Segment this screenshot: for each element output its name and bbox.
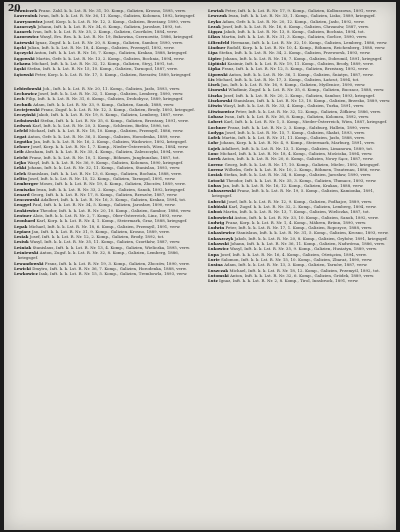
entry-details: Franz, Inft. k. k. Lst. R. Nr. 19, 5. Komp., Galizien, Kamionka, 1891, kriegsgef.: [212, 188, 375, 199]
entry-surname: Lipka: [208, 66, 221, 72]
entry-surname: Lofek: [208, 135, 221, 141]
entry-surname: Łażewski: [14, 39, 35, 45]
entry-details: Stanislaus, Inft. k. k. Lst. R. Nr. 31, 5. Komp., Galizien, Krosno, 1893, verw.: [236, 230, 389, 236]
list-entry: [208, 278, 394, 283]
entry-details: Michael, Inft. k. k. Lst. R. Nr. 18, 10. Komp., Galizien, Przemyśl, 1886, verw.: [29, 128, 184, 134]
entry-details: Adam, Inft. k. k. Lst. R. Nr. 33, 9. Komp., Galizien, Sanok, 1888, verw.: [33, 101, 175, 107]
entry-surname: Lutz: [208, 278, 218, 284]
entry-surname: Łazarczyk: [14, 23, 37, 29]
page-number: 20: [8, 4, 21, 14]
entry-surname: Lisowski: [208, 87, 228, 93]
entry-surname: Łęgowski: [14, 55, 35, 61]
entry-details: Jakob, Inft. k. k. Lst. R. Nr. 19, 8. Komp., Galizien, Lemberg, 1887, verw.: [37, 112, 184, 118]
entry-details: Peter, Inft. k. k. Lst. R. Nr. 17, 9. Komp., Galizien, Kolbuszowa, 1891, verw.: [225, 8, 377, 13]
entry-surname: Lechnik: [14, 101, 32, 107]
entry-details: Stefan, Inft. k. k. Lst. R. Nr. 34, 2. Komp., Galizien, Przeworsk, 1893, verw.: [218, 50, 371, 56]
entry-surname: Lenard: [14, 191, 30, 197]
entry-surname: Ludwin: [208, 225, 225, 231]
entry-surname: Lohr: [208, 140, 219, 146]
entry-surname: Lupa: [208, 251, 220, 257]
entry-details: Josef, Inft. k. k. Lst. R. Nr. 15, 7. Komp., Galizien, Skałat, 1893, verw.: [225, 129, 366, 135]
entry-surname: Lodyga: [208, 129, 224, 135]
entry-details: Moses, Inft. k. k. Lst. R. Nr. 19, 4. Komp., Galizien, Złoczów, 1889, verw.: [39, 181, 186, 187]
entry-surname: Lindner: [208, 45, 226, 51]
entry-details: Johann, Inft. k. k. Lst. R. Nr. 32, 11. Komp., Galizien, Stanislau, 1893, verw.: [27, 165, 181, 171]
entry-surname: Łazorowicz: [14, 34, 39, 40]
entry-details: Stefan, Inft. k. k. Lst. R. Nr. 35, 6. Komp., Galizien, Brzeżany, 1891, verw.: [40, 117, 189, 123]
entry-surname: Lukaszczyk: [208, 235, 234, 241]
entry-details: Abraham, Inft. k. k. Lst. R. Nr. 35, 4. Komp., Galizien, Zaleszczyki, 1894, verw.: [24, 149, 184, 155]
entry-details: Franz, Korp. k. k. Lst. R. Nr. 1, 4. Komp., Mähren, Brünn, 1890, verw.: [225, 219, 367, 225]
entry-surname: Ławreniuk: [14, 13, 38, 19]
entry-surname: Lewtak: [208, 8, 224, 13]
entry-surname: Leicht: [14, 154, 28, 160]
entry-details: Ignaz, Zugsf. k. k. Lst. R. Nr. 20, 8. Komp., Galizien, Sambor, 1890, verw.: [35, 39, 184, 45]
entry-details: Stanislaus, Inft. k. k. Lst. R. Nr. 13, 6. Komp., Galizien, Bochnia, 1888, verw.: [27, 170, 182, 176]
entry-surname: Leciejewski: [14, 107, 40, 113]
entry-details: Adalbert, Inft. k. k. Lst. R. Nr. 13, 1. Komp., Galizien, Limanowa, 1889, tot.: [221, 145, 374, 151]
entry-details: Josef, Inft. k. k. Lst. R. Nr. 15, 12. Komp., Galizien, Tarnopol, 1891, verw.: [28, 175, 176, 181]
entry-details: Isak, Inft. k. k. Lst. R. Nr. 15, 5. Komp., Galizien, Trembowla, 1893, verw.: [39, 271, 188, 277]
entry-details: Ignaz, Inft. k. k. Lst. R. Nr. 2, 8. Komp., Tirol, Innsbruck, 1891, verw.: [219, 278, 359, 284]
entry-details: Michael, Inft. k. k. Lst. R. Nr. 18, 12. Komp., Galizien, Przemyśl, 1892, tot.: [229, 267, 381, 273]
entry-surname: Lewczuk: [208, 13, 228, 19]
entry-details: Stanislaus, Inft. k. k. Lst. R. Nr. 13, 10. Komp., Galizien, Brzesko, 1889, verw.: [233, 98, 391, 104]
entry-details: Georg, Inft. k. k. Lst. R. Nr. 17, 10. Komp., Galizien, Mielec, 1892, kriegsgef.: [224, 161, 380, 167]
entry-details: Anton, Inft. k. k. Lst. R. Nr. 36, 1. Komp., Galizien, Śniatyn, 1887, verw.: [228, 71, 374, 77]
entry-surname: Lelek: [14, 170, 27, 176]
entry-details: Wasyl, Inft. k. k. Lst. R. Nr. 36, 9. Komp., Galizien, Kolomea, 1890, kriegsgef.: [27, 160, 184, 166]
entry-details: Hermann, Inft. k. k. Lst. R. Nr. 32, 10. Komp., Galizien, Lemberg, 1886, verw.: [230, 39, 388, 45]
entry-surname: Lotocki: [208, 177, 225, 183]
entry-surname: Ligęza: [208, 29, 223, 35]
entry-details: Adam, Gefr. k. k. Lst. R. Nr. 20, 12. Komp., Galizien, Jasło, 1892, verw.: [222, 18, 365, 24]
entry-surname: Lenczowski: [14, 197, 40, 203]
entry-details: Stefan, Inft. k. k. Lst. R. Nr. 15, 10. Komp., Galizien, Tarnopol, 1887, verw.: [27, 66, 178, 72]
entry-surname: Lobasz: [208, 113, 224, 119]
entry-details: Michael, Inft. k. k. Lst. R. Nr. 32, 12. Komp., Galizien, Stryj, 1891, tot.: [31, 60, 174, 66]
entry-details: Jan, Inft. k. k. Lst. R. Nr. 31, 9. Komp., Galizien, Krosno, 1889, verw.: [31, 228, 170, 234]
entry-details: Josef, Inft. k. k. Lst. R. Nr. 16, 4. Komp., Galizien, Oświęcim, 1894, verw.: [220, 251, 367, 257]
entry-surname: Leśniewski: [14, 250, 39, 256]
entry-surname: Lipiński: [208, 60, 227, 66]
entry-surname: Lewandowski: [14, 260, 44, 266]
entry-details: Josef, Korp. k. k. Lst. R. Nr. 1, 7. Komp., Nieder-Österreich, Wien, 1884, verw.: [31, 144, 189, 150]
entry-details: Jakob, Inft. k. k. Lst. R. Nr. 20, 8. Komp., Galizien, Grybów, 1891, kriegsgef.: [234, 235, 388, 241]
entry-details: Johann, Korp. k. k. Lst. R. Nr. 4, 9. Komp., Steiermark, Marburg, 1891, verw.: [219, 140, 376, 146]
entry-details: Josef, Korp. k. k. Lst. R. Nr. 12, 3. Komp., Galizien, Brzeżany, 1890, verw.: [43, 18, 192, 24]
entry-details: Jakob, Inft. k. k. Lst. R. Nr. 13, 8. Komp., Galizien, Bochnia, 1894, tot.: [223, 29, 365, 35]
list-entry: [14, 271, 200, 276]
entry-surname: Leśniak: [14, 244, 32, 250]
entry-details: Michael, Inft. k. k. Lst. R. Nr. 17, 3. Komp., Galizien, Łańcut, 1894, tot.: [215, 76, 360, 82]
entry-details: Alois, Inft. k. k. Lst. R. Nr. 2, 7. Komp., Ober-Österreich, Linz, 1893, verw.: [32, 212, 183, 218]
entry-surname: Lemberger: [14, 181, 39, 187]
entry-surname: Lukawski: [208, 241, 229, 247]
entry-details: Adam, Inft. k. k. Lst. R. Nr. 13, 3. Komp., Galizien, Tarnów, 1887, verw.: [224, 262, 368, 268]
entry-surname: Lekki: [14, 165, 27, 171]
entry-surname: Litwin: [208, 103, 222, 109]
entry-surname: Lemiszko: [14, 186, 35, 192]
entry-details: Josef, Inft. k. k. Lst. R. Nr. 32, 1. Komp., Galizien, Lemberg, 1890, verw.: [38, 91, 184, 97]
entry-surname: Ledniowski: [14, 117, 40, 123]
entry-surname: Lepiarz: [14, 228, 31, 234]
entry-details: Theodor, Inft. k. k. Lst. R. Nr. 35, 3. Komp., Galizien, Tłumacz, 1893, verw.: [225, 177, 377, 183]
entry-details: Franz, Inft. k. k. Lst. R. Nr. 12, 5. Komp., Galizien, Brzeżany, 1892, verw.: [221, 66, 369, 72]
entry-surname: Legutko: [14, 138, 33, 144]
entry-surname: Lesiak: [14, 234, 29, 240]
entry-details: Dmytro, Inft. k. k. Lst. R. Nr. 36, 7. Komp., Galizien, Horodenka, 1888, verw.: [32, 265, 188, 271]
entry-surname: Lukowicz: [208, 246, 229, 252]
entry-details: Peter, Inft. k. k. Lst. R. Nr. 32, 12. Komp., Galizien, Żółkiew, 1886, verw.: [235, 108, 382, 114]
entry-details: Ivan, Inft. k. k. Lst. R. Nr. 35, 2. Komp., Galizien, Czortków, 1884, verw.: [32, 29, 178, 35]
entry-surname: Lonc: [208, 151, 219, 157]
entry-surname: Lesiuk: [14, 239, 29, 245]
entry-details: Josef, Inft. k. k. Lst. R. Nr. 16, 6. Komp., Galizien, Chrzanów, 1887, verw.: [222, 23, 370, 29]
entry-details: Karl, Inft. k. k. Lst. R. Nr. 20, 3. Komp., Schlesien, Bielitz, 1896, tot.: [32, 122, 171, 128]
entry-details: Michael, Inft. k. k. Lst. R. Nr. 18, 6. Komp., Galizien, Przemyśl, 1891, verw.: [28, 223, 181, 229]
entry-details: Jan, Inft. k. k. Lst. R. Nr. 16, 9. Komp., Galizien, Myślenice, 1890, verw.: [221, 82, 366, 88]
entry-surname: Łekawa: [14, 60, 31, 66]
entry-surname: Lorenc: [208, 161, 224, 167]
left-column: [14, 8, 200, 277]
entry-surname: Lechowicz: [14, 91, 37, 97]
entry-surname: Losiak: [208, 172, 223, 178]
entry-details: Joh., Inft. k. k. Lst. R. Nr. 20, 11. Komp., Galizien, Jasło, 1893, verw.: [42, 85, 181, 91]
entry-surname: Luboń: [208, 209, 222, 215]
entry-surname: Łazarek: [14, 29, 32, 35]
entry-details: Filip, Inft. k. k. Lst. R. Nr. 31, 6. Komp., Galizien, Drohobycz, 1889, kriegsgef.: [25, 96, 184, 102]
entry-surname: Lusina: [208, 262, 223, 268]
entry-details: Karl, Korp. k. k. Lst. R. Nr. 4, 1. Komp., Steiermark, Graz, 1888, kriegsgef.: [36, 218, 188, 224]
list-entry: [14, 72, 200, 77]
entry-surname: Lech: [14, 96, 25, 102]
entry-details: Franz, Inft. k. k. Lst. R. Nr. 19, 3. Komp., Galizien, Złoczów, 1890, verw.: [44, 260, 190, 266]
entry-surname: Lengyel: [14, 202, 32, 208]
entry-surname: Luszczak: [208, 267, 229, 273]
entry-details: Josef, Inft. k. k. Lst. R. Nr. 12, 2. Komp., Galizien, Brody, 1892, tot.: [29, 234, 165, 240]
entry-surname: Lehner: [14, 144, 30, 150]
entry-surname: Lochner: [208, 124, 227, 130]
entry-details: Iwan, Inft. k. k. Lst. R. Nr. 36, 11. Komp., Galizien, Kolomea, 1892, kriegsgef.: [38, 13, 196, 19]
entry-surname: Lojek: [208, 145, 221, 151]
entry-surname: Lubiński: [208, 203, 228, 209]
entry-surname: Lipa: [208, 50, 218, 56]
entry-surname: Ledwoń: [14, 122, 32, 128]
entry-details: Jan, Inft. k. k. Lst. R. Nr. 16, 12. Komp., Galizien, Krakau, 1888, verw.: [222, 182, 364, 188]
entry-surname: Lisek: [208, 82, 220, 88]
entry-details: Martin, Gefr. k. k. Lst. R. Nr. 13, 2. Komp., Galizien, Bochnia, 1894, verw.: [35, 55, 185, 61]
entry-surname: Lobert: [208, 119, 223, 125]
entry-details: Kasimir, Inft. k. k. Lst. R. Nr. 19, 11. Komp., Galizien, Brody, 1889, verw.: [227, 60, 374, 66]
entry-surname: Liszkowski: [208, 98, 233, 104]
entry-surname: Liszka: [208, 92, 223, 98]
entry-details: Anton, Zugsf. k. k. Lst. R. Nr. 32, 8. Komp., Galizien, Lemberg, 1886, kriegsgef.: [18, 250, 180, 261]
entry-details: Wasyl, Inft. k. k. Lst. R. Nr. 35, 9. Komp., Galizien, Husiatyn, 1889, verw.: [229, 246, 378, 252]
entry-surname: Lorenz: [208, 166, 224, 172]
entry-details: Johann, Inft. k. k. Lst. R. Nr. 36, 11. Komp., Galizien, Nadwórna, 1886, verw.: [230, 241, 386, 247]
right-column: [208, 8, 394, 283]
entry-surname: Łęczycki: [14, 50, 34, 56]
entry-surname: Lutomski: [208, 272, 229, 278]
entry-surname: Lis: [208, 76, 215, 82]
entry-details: Wladimir, Zugsf. k. k. Lst. R. Nr. 35, 6. Komp., Galizien, Buczacz, 1888, verw.: [228, 87, 385, 93]
entry-details: Julian, Inft. k. k. Lst. R. Nr. 18, 4. Komp., Galizien, Przemyśl, 1892, verw.: [27, 45, 175, 51]
entry-details: Iwan, Inft. k. k. Lst. R. Nr. 33, 2. Komp., Galizien, Sanok, 1892, kriegsgef.: [36, 186, 186, 192]
entry-surname: Łętowski: [14, 71, 34, 77]
entry-details: Franz, Inft. k. k. Lst. R. Nr. 2, 3. Komp., Salzburg, Hallein, 1890, verw.: [227, 124, 371, 130]
entry-details: Anton, Inft. k. k. Lst. R. Nr. 16, 7. Komp., Galizien, Krakau, 1888, kriegsgef.: [34, 50, 188, 56]
entry-details: Franz, Zugsf. k. k. Lst. R. Nr. 12, 3. Komp., Galizien, Brody, 1893, kriegsgef.: [40, 107, 195, 113]
entry-details: Adalbert, Inft. k. k. Lst. R. Nr. 16, 3. Komp., Galizien, Krakau, 1894, tot.: [40, 197, 187, 203]
entry-details: Iwan, Inft. k. k. Lst. R. Nr. 33, 1. Komp., Galizien, Lisko, 1889, kriegsgef.: [228, 13, 376, 19]
entry-details: Franc. Zahl. k. k. Lst. R. Nr. 31, 10. Komp., Galizien, Krosno, 1895, verw.: [38, 8, 187, 13]
entry-surname: Leonhard: [14, 218, 36, 224]
entry-details: Anton, Inft. k. k. Lst. R. Nr. 33, 10. Komp., Galizien, Sanok, 1892, verw.: [234, 214, 379, 220]
entry-details: Anton, Inft. k. k. Lst. R. Nr. 20, 6. Komp., Galizien, Nowy Sącz, 1887, verw.: [222, 156, 374, 162]
entry-details: Anton, Inft. k. k. Lst. R. Nr. 32, 6. Komp., Galizien, Gródek, 1889, verw.: [230, 272, 375, 278]
list-entry: [14, 250, 200, 261]
entry-details: Wasyl, Ers. Res. k. k. Lst. R. Nr. 19, Bukowina, Czernowitz, 1886, kriegsgef.: [39, 34, 194, 40]
list-entry: [208, 188, 394, 199]
entry-surname: Lorek: [208, 156, 221, 162]
entry-surname: Lefeld: [14, 128, 28, 134]
entry-surname: Leczyński: [14, 112, 36, 118]
entry-details: Johann, Inft. k. k. Lst. R. Nr. 18, 7. Komp., Galizien, Dobromil, 1891, kriegsgef.: [222, 55, 383, 61]
entry-surname: Lentner: [14, 212, 32, 218]
entry-surname: Lipiec: [208, 55, 222, 61]
entry-surname: Lubowiecki: [208, 214, 234, 220]
entry-details: Josef, Inft. k. k. Lst. R. Nr. 12, 9. Komp., Galizien, Podhajce, 1889, verw.: [226, 198, 373, 204]
entry-details: Michael, Inft. k. k. Lst. R. Nr. 18, 4. Komp., Galizien, Mościska, 1894, verw.: [220, 151, 373, 157]
entry-surname: Leib: [14, 149, 24, 155]
entry-details: Karl, Inft. k. k. Lst. R. Nr. 1, 5. Komp., Nieder-Österreich, Wien, 1887, kriegsgef.: [223, 119, 388, 125]
entry-surname: Łęski: [14, 66, 26, 72]
entry-surname: Likus: [208, 34, 221, 40]
entry-details: Wilhelm, Gefr. k. k. Lst. R. Nr. 10, 2. Komp., Böhmen, Trautenau, 1886, verw.: [224, 166, 381, 172]
entry-details: Peter, Inft. k. k. Lst. R. Nr. 17, 1. Komp., Galizien, Ropczyce, 1888, verw.: [225, 225, 373, 231]
entry-surname: Lelito: [14, 175, 27, 181]
entry-surname: Litwinowicz: [208, 108, 235, 114]
entry-details: Franz, Inft. k. k. Lst. R. Nr. 10, 1. Komp., Böhmen, Jungbunzlau, 1887, tot.: [29, 154, 180, 160]
entry-surname: Lubecki: [208, 198, 226, 204]
entry-details: Anton, Gefr. k. k. Lst. R. Nr. 36, 5. Komp., Galizien, Horodenka, 1889, verw.: [27, 133, 181, 139]
entry-surname: Lubaszewski: [208, 188, 236, 194]
entry-details: Karl, Zugsf. k. k. Lst. R. Nr. 32, 2. Komp., Galizien, Lemberg, 1894, verw.: [228, 203, 377, 209]
entry-surname: Lezak: [208, 23, 221, 29]
entry-surname: Lipowski: [208, 71, 228, 77]
entry-details: Martin, Inft. k. k. Lst. R. Nr. 13, 7. Komp., Galizien, Wieliczka, 1887, tot.: [223, 209, 370, 215]
entry-details: Wasyl, Inft. k. k. Lst. R. Nr. 35, 11. Komp., Galizien, Czortków, 1887, verw.: [30, 239, 181, 245]
entry-details: Theodor, Inft. k. k. Lst. R. Nr. 20, 10. Komp., Galizien, Sambor, 1886, verw.: [39, 207, 192, 213]
entry-surname: Lewicki: [14, 265, 31, 271]
entry-details: Wasyl, Inft. k. k. Lst. R. Nr. 33, 4. Komp., Galizien, Turka, 1891, verw.: [223, 103, 365, 109]
document-page: [4, 2, 396, 530]
entry-surname: Lurie: [208, 256, 220, 262]
entry-details: Georg, Inft. k. k. Lst. R. Nr. 17, 8. Komp., Galizien, Rzeszów, 1887, verw.: [30, 191, 178, 197]
entry-details: Josef, Inft. k. k. Lst. R. Nr. 20, 2. Komp., Galizien, Sambor, 1893, kriegsgef.: [223, 92, 376, 98]
entry-surname: Leyko: [208, 18, 222, 24]
entry-details: Jan, Inft. k. k. Lst. R. Nr. 16, 2. Komp., Galizien, Wadowice, 1892, kriegsgef.: [33, 138, 188, 144]
entry-surname: Lenkiewicz: [14, 207, 39, 213]
entry-details: Stefan, Inft. k. k. Lst. R. Nr. 34, 8. Komp., Galizien, Jarosław, 1890, verw.: [223, 172, 372, 178]
entry-surname: Legat: [14, 133, 27, 139]
entry-details: Iwan, Inft. k. k. Lst. R. Nr. 36, 8. Komp., Galizien, Kolomea, 1892, verw.: [224, 113, 370, 119]
entry-surname: Lukasiewicz: [208, 230, 235, 236]
entry-surname: Lubas: [208, 182, 222, 188]
entry-details: Johann, Inft. k. k. Lst. R. Nr. 34, 6. Komp., Galizien, Jarosław, 1893, tot.: [37, 23, 182, 29]
entry-gap: [14, 77, 200, 86]
entry-surname: Łęcki: [14, 45, 27, 51]
entry-details: Martin, Inft. k. k. Lst. R. Nr. 31, 3. Komp., Galizien, Gorlice, 1890, verw.: [221, 34, 368, 40]
entry-details: Peter, Korp. k. k. Lst. R. Nr. 17, 5. Komp., Galizien, Rzeszów, 1889, kriegsgef.: [35, 71, 192, 77]
entry-details: Martin, Inft. k. k. Lst. R. Nr. 31, 11. Komp., Galizien, Jasło, 1888, verw.: [221, 135, 366, 141]
entry-details: Paul, Inft. k. k. Lst. R. Nr. 34, 5. Komp., Galizien, Jarosław, 1890, verw.: [32, 202, 176, 208]
entry-surname: Lepak: [14, 223, 28, 229]
entry-details: Salomon, Inft. k. k. Lst. R. Nr. 15, 10. Komp., Galizien, Zbaraż, 1890, verw.: [221, 256, 373, 262]
entry-details: Stanislaus, Inft. k. k. Lst. R. Nr. 13, 4. Komp., Galizien, Wieliczka, 1895, verw.: [32, 244, 191, 250]
entry-surname: Lewkowicz: [14, 271, 38, 277]
entry-surname: Ławniczek: [14, 8, 38, 13]
entry-surname: Lejko: [14, 160, 27, 166]
entry-surname: Lilienfeld: [208, 39, 230, 45]
entry-details: Rudolf, Korp. k. k. Lst. R. Nr. 10, 4. Komp., Böhmen, Reichenberg, 1888, verw.: [226, 45, 386, 51]
entry-surname: Ławrynowicz: [14, 18, 43, 24]
entry-surname: Ludwig: [208, 219, 225, 225]
entry-surname: Lebiedowski: [14, 85, 42, 91]
